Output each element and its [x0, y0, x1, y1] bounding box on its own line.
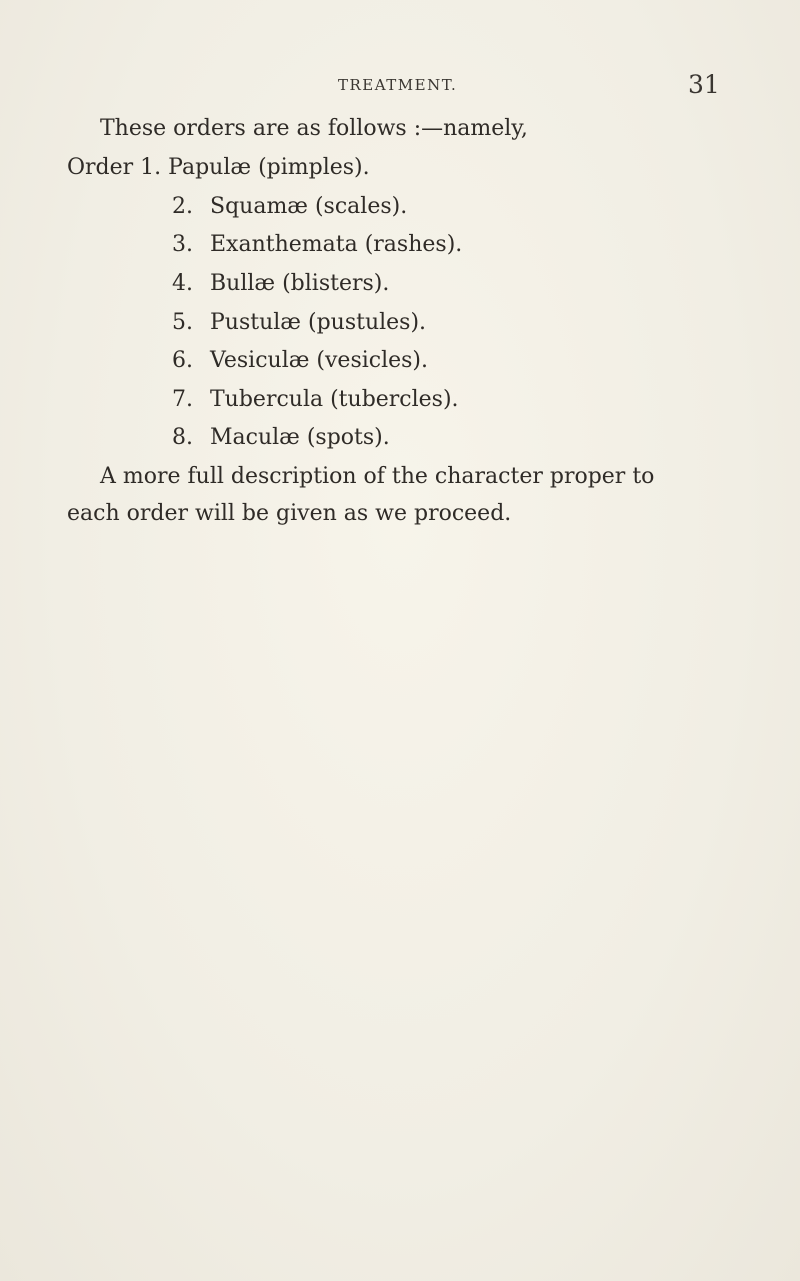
order-text: Papulæ (pimples). [168, 155, 370, 180]
order-text: Maculæ (spots). [210, 425, 390, 450]
page-number: 31 [688, 70, 720, 99]
order-label: Order [67, 155, 134, 180]
intro-line: These orders are as follows :—namely, [100, 116, 528, 141]
order-list-item-4 [172, 273, 389, 295]
order-number: 7. [172, 387, 193, 412]
order-list-item-1 [67, 157, 370, 179]
closing-paragraph-line-1: A more full description of the character proper to [100, 464, 655, 489]
order-list-item-8 [172, 427, 390, 449]
order-text: Tubercula (tubercles). [210, 387, 459, 412]
order-number: 2. [172, 194, 193, 219]
order-text: Exanthemata (rashes). [210, 232, 463, 257]
order-text: Bullæ (blisters). [210, 271, 390, 296]
running-head: TREATMENT. [338, 76, 458, 94]
order-list-item-7 [172, 389, 459, 411]
order-list-item-6 [172, 350, 428, 372]
order-number: 8. [172, 425, 193, 450]
order-text: Pustulæ (pustules). [210, 310, 427, 335]
order-text: Vesiculæ (vesicles). [210, 348, 429, 373]
order-number: 4. [172, 271, 193, 296]
order-text: Squamæ (scales). [210, 194, 408, 219]
order-list-item-5 [172, 312, 426, 334]
order-number: 5. [172, 310, 193, 335]
closing-paragraph-line-2: each order will be given as we proceed. [67, 501, 512, 526]
order-number: 3. [172, 232, 193, 257]
order-list-item-2 [172, 196, 407, 218]
order-list-item-3 [172, 234, 462, 256]
order-number: 1. [140, 155, 162, 180]
order-number: 6. [172, 348, 193, 373]
